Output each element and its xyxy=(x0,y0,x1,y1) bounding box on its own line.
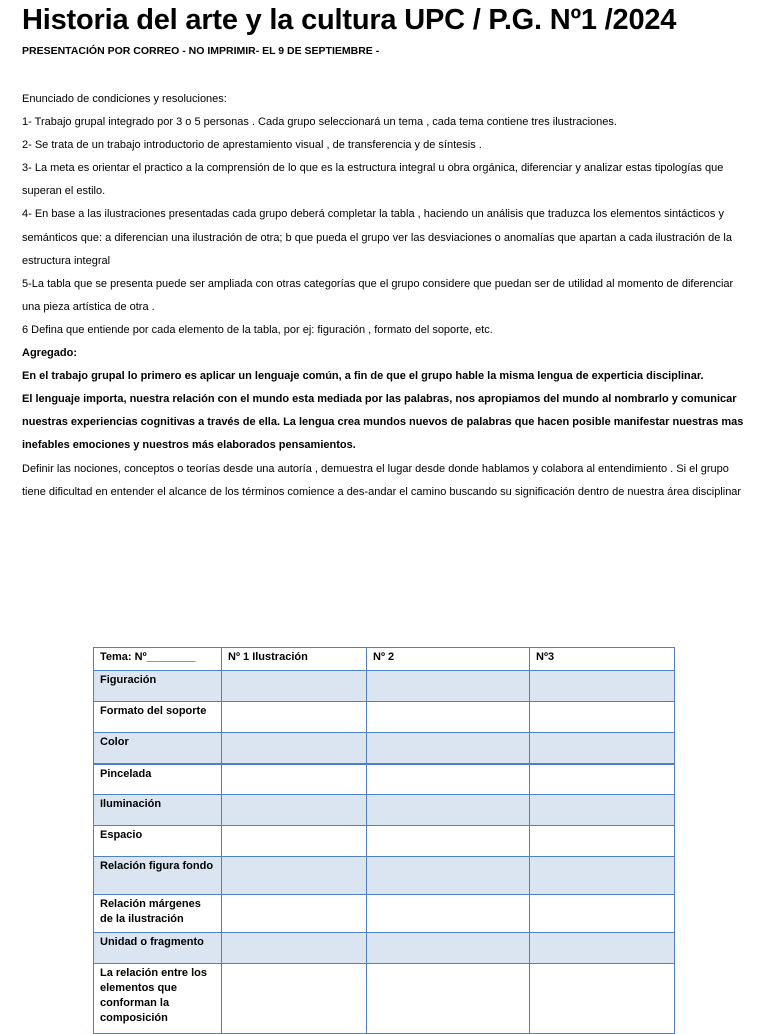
row-label: La relación entre los elementos que conforman la composición xyxy=(94,964,222,1034)
instruction-item-2: 2- Se trata de un trabajo introductorio de aprestamiento visual , de transferencia y de síntesis . xyxy=(22,139,482,152)
instruction-item-1: 1- Trabajo grupal integrado por 3 o 5 personas . Cada grupo seleccionará un tema , cada tema contiene tres ilustraciones. xyxy=(22,116,617,129)
row-label: Formato del soporte xyxy=(94,702,222,733)
table-cell[interactable] xyxy=(530,795,675,826)
row-label: Iluminación xyxy=(94,795,222,826)
table-cell[interactable] xyxy=(530,733,675,764)
table-cell[interactable] xyxy=(222,933,367,964)
row-label: Unidad o fragmento xyxy=(94,933,222,964)
table-row xyxy=(94,964,675,1034)
header-illustration-2: Nº 2 xyxy=(367,648,530,671)
row-label: Relación márgenes de la ilustración xyxy=(94,895,222,933)
table-cell[interactable] xyxy=(222,795,367,826)
document-title: Historia del arte y la cultura UPC / P.G. Nº1 /2024 xyxy=(22,4,677,36)
table-cell[interactable] xyxy=(367,933,530,964)
table-cell[interactable] xyxy=(367,795,530,826)
table-cell[interactable] xyxy=(222,671,367,702)
table-cell[interactable] xyxy=(530,671,675,702)
instruction-item-4: 4- En base a las ilustraciones presentadas cada grupo deberá completar la tabla , haciendo un análisis que traduzca los elementos sintácticos y semánticos que: a diferencian una ilustración de otra; b que pueda el grupo ver las desviaciones o anomalías que apartan a cada ilustración de la estructura integral xyxy=(22,208,732,267)
instruction-item-3: 3- La meta es orientar el practico a la comprensión de lo que es la estructura integral u obra orgánica, diferenciar y analizar estas tipologías que superan el estilo. xyxy=(22,162,724,198)
table-cell[interactable] xyxy=(222,702,367,733)
row-label: Relación figura fondo xyxy=(94,857,222,895)
row-label: Figuración xyxy=(94,671,222,702)
table-cell[interactable] xyxy=(530,964,675,1034)
row-label: Pincelada xyxy=(94,764,222,795)
table-cell[interactable] xyxy=(222,764,367,795)
table-row xyxy=(94,671,675,702)
table-header-row xyxy=(94,648,675,671)
table-cell[interactable] xyxy=(222,895,367,933)
instruction-item-5: 5-La tabla que se presenta puede ser ampliada con otras categorías que el grupo considere que puedan ser de utilidad al momento de diferenciar una pieza artística de otra . xyxy=(22,277,734,313)
table-cell[interactable] xyxy=(530,895,675,933)
table-cell[interactable] xyxy=(367,733,530,764)
table-cell[interactable] xyxy=(367,671,530,702)
table-row xyxy=(94,933,675,964)
instructions-body xyxy=(22,88,750,504)
table-cell[interactable] xyxy=(367,702,530,733)
table-cell[interactable] xyxy=(530,702,675,733)
header-illustration-3: Nº3 xyxy=(530,648,675,671)
header-illustration-1: Nº 1 Ilustración xyxy=(222,648,367,671)
table-cell[interactable] xyxy=(530,826,675,857)
row-label: Color xyxy=(94,733,222,764)
table-cell[interactable] xyxy=(222,964,367,1034)
instruction-item-6: 6 Defina que entiende por cada elemento de la tabla, por ej: figuración , formato del soporte, etc. xyxy=(22,323,493,336)
table-cell[interactable] xyxy=(367,857,530,895)
table-row xyxy=(94,857,675,895)
table-cell[interactable] xyxy=(367,964,530,1034)
added-paragraph-1: En el trabajo grupal lo primero es aplicar un lenguaje común, a fin de que el grupo hable la misma lengua de experticia disciplinar. xyxy=(22,370,704,383)
table-cell[interactable] xyxy=(367,895,530,933)
table-cell[interactable] xyxy=(530,857,675,895)
added-heading: Agregado: xyxy=(22,347,77,360)
table-row xyxy=(94,702,675,733)
table-cell[interactable] xyxy=(367,826,530,857)
table-row xyxy=(94,733,675,764)
table-cell[interactable] xyxy=(222,857,367,895)
analysis-table xyxy=(93,647,675,1034)
table-cell[interactable] xyxy=(222,733,367,764)
table-row xyxy=(94,826,675,857)
row-label: Espacio xyxy=(94,826,222,857)
table-row xyxy=(94,795,675,826)
table-cell[interactable] xyxy=(367,764,530,795)
header-tema: Tema: Nº________ xyxy=(94,648,222,671)
intro-line: Enunciado de condiciones y resoluciones: xyxy=(22,93,227,105)
table-row xyxy=(94,764,675,795)
table-cell[interactable] xyxy=(530,764,675,795)
table-cell[interactable] xyxy=(530,933,675,964)
closing-paragraph: Definir las nociones, conceptos o teorías desde una autoría , demuestra el lugar desde donde hablamos y colabora al entendimiento . Si el grupo tiene dificultad en entender el alcance de los términos comience a des-andar el camino buscando su significación dentro de nuestra área disciplinar xyxy=(22,462,742,498)
table-row xyxy=(94,895,675,933)
added-paragraph-2: El lenguaje importa, nuestra relación con el mundo esta mediada por las palabras, nos apropiamos del mundo al nombrarlo y comunicar nuestras experiencias cognitivas a través de ella. La lengua crea mundos nuevos de palabras que hacen posible manifestar nuestras mas inefables emociones y nuestros más elaborados pensamientos. xyxy=(22,393,744,452)
table-cell[interactable] xyxy=(222,826,367,857)
document-subtitle: PRESENTACIÓN POR CORREO - NO IMPRIMIR- EL 9 DE SEPTIEMBRE - xyxy=(22,45,380,57)
